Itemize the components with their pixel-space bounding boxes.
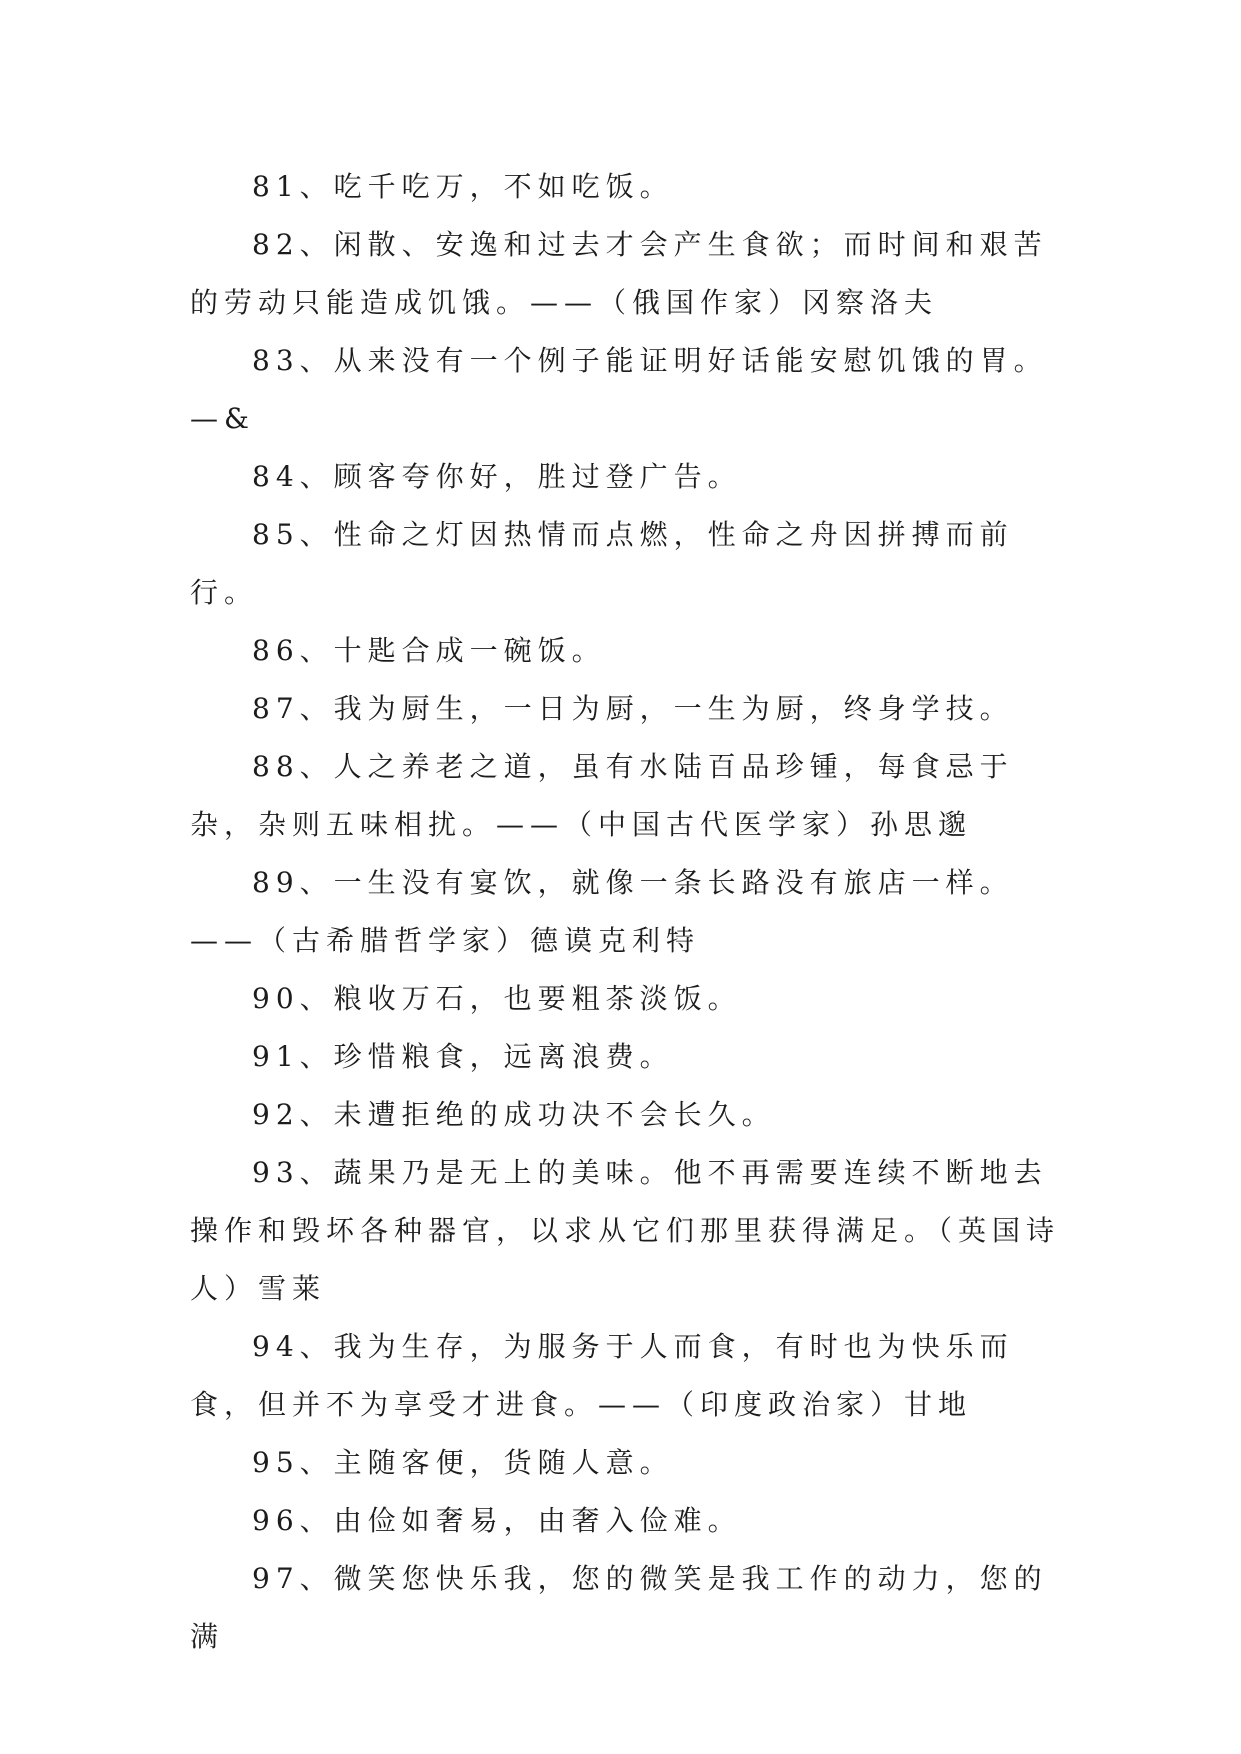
paragraph-92: 92、未遭拒绝的成功决不会长久。 xyxy=(252,1098,776,1131)
paragraph-97: 97、微笑您快乐我，您的微笑是我工作的动力，您的满 xyxy=(190,1562,1048,1653)
paragraph-88: 88、人之养老之道，虽有水陆百品珍锺，每食忌于杂，杂则五味相扰。——（中国古代医学家）孙思邈 xyxy=(190,750,1014,841)
paragraph-93: 93、蔬果乃是无上的美味。他不再需要连续不断地去操作和毁坏各种器官，以求从它们那里获得满足。（英国诗人）雪莱 xyxy=(190,1156,1061,1305)
document-body xyxy=(190,158,1060,1666)
paragraph-94: 94、我为生存，为服务于人而食，有时也为快乐而食，但并不为享受才进食。——（印度政治家）甘地 xyxy=(190,1330,1014,1421)
paragraph-86: 86、十匙合成一碗饭。 xyxy=(252,634,606,667)
paragraph-82: 82、闲散、安逸和过去才会产生食欲；而时间和艰苦的劳动只能造成饥饿。——（俄国作家）冈察洛夫 xyxy=(190,228,1048,319)
paragraph-89: 89、一生没有宴饮，就像一条长路没有旅店一样。——（古希腊哲学家）德谟克利特 xyxy=(190,866,1014,957)
paragraph-85: 85、性命之灯因热情而点燃，性命之舟因拼搏而前行。 xyxy=(190,518,1014,609)
paragraph-87: 87、我为厨生，一日为厨，一生为厨，终身学技。 xyxy=(252,692,1014,725)
paragraph-91: 91、珍惜粮食，远离浪费。 xyxy=(252,1040,674,1073)
paragraph-95: 95、主随客便，货随人意。 xyxy=(252,1446,674,1479)
paragraph-81: 81、吃千吃万，不如吃饭。 xyxy=(252,170,674,203)
paragraph-84: 84、顾客夸你好，胜过登广告。 xyxy=(252,460,742,493)
paragraph-90: 90、粮收万石，也要粗茶淡饭。 xyxy=(252,982,742,1015)
paragraph-83: 83、从来没有一个例子能证明好话能安慰饥饿的胃。—& xyxy=(190,344,1048,435)
paragraph-96: 96、由俭如奢易，由奢入俭难。 xyxy=(252,1504,742,1537)
